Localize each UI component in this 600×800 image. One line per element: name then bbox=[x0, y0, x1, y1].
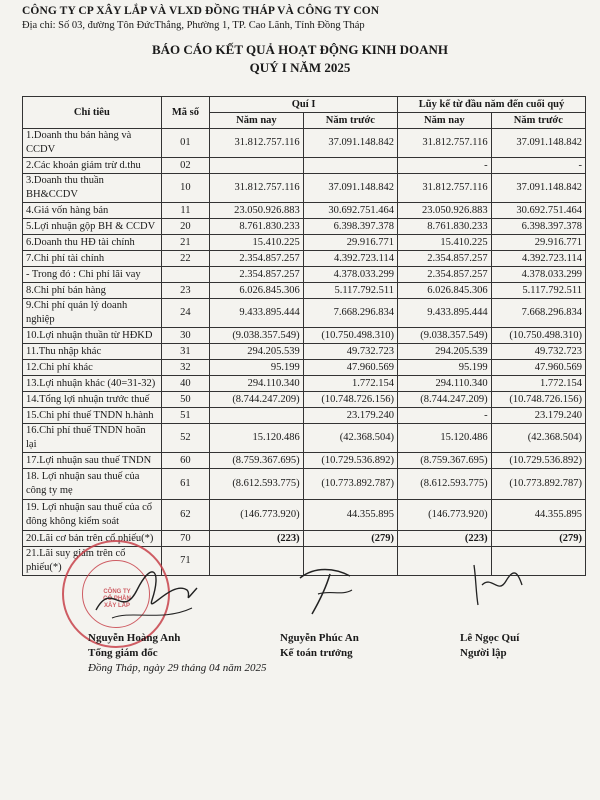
row-value: (10.729.536.892) bbox=[491, 453, 585, 469]
row-value: (146.773.920) bbox=[398, 500, 492, 531]
row-label: 2.Các khoản giảm trừ d.thu bbox=[23, 158, 162, 174]
ceo-role: Tổng giám đốc bbox=[88, 647, 158, 659]
row-code: 30 bbox=[161, 328, 209, 344]
row-value: 31.812.757.116 bbox=[398, 129, 492, 158]
row-value: 2.354.857.257 bbox=[210, 267, 304, 283]
row-value: (223) bbox=[210, 531, 304, 547]
row-label: 16.Chi phí thuế TNDN hoãn lại bbox=[23, 424, 162, 453]
accountant-name: Nguyễn Phúc An bbox=[280, 632, 359, 644]
row-code: 70 bbox=[161, 531, 209, 547]
row-value: 23.050.926.883 bbox=[210, 203, 304, 219]
row-value: 294.205.539 bbox=[398, 344, 492, 360]
row-label: 21.Lãi suy giảm trên cổ phiếu(*) bbox=[23, 547, 162, 576]
row-value: 4.392.723.114 bbox=[303, 251, 397, 267]
table-row bbox=[23, 376, 586, 392]
row-code: 20 bbox=[161, 219, 209, 235]
row-code: 24 bbox=[161, 299, 209, 328]
row-value: (10.750.498.310) bbox=[303, 328, 397, 344]
row-value: 30.692.751.464 bbox=[303, 203, 397, 219]
row-value: 6.026.845.306 bbox=[398, 283, 492, 299]
row-code: 31 bbox=[161, 344, 209, 360]
row-value: (10.773.892.787) bbox=[303, 469, 397, 500]
row-label: 5.Lợi nhuận gộp BH & CCDV bbox=[23, 219, 162, 235]
row-code: 10 bbox=[161, 174, 209, 203]
row-value: 47.960.569 bbox=[303, 360, 397, 376]
row-value: 31.812.757.116 bbox=[210, 174, 304, 203]
row-value: - bbox=[491, 158, 585, 174]
row-value: 2.354.857.257 bbox=[398, 267, 492, 283]
row-value: 23.179.240 bbox=[303, 408, 397, 424]
table-row bbox=[23, 219, 586, 235]
row-value: 2.354.857.257 bbox=[210, 251, 304, 267]
row-value: 49.732.723 bbox=[491, 344, 585, 360]
ceo-name: Nguyễn Hoàng Anh bbox=[88, 632, 181, 644]
report-period: QUÝ I NĂM 2025 bbox=[249, 60, 351, 75]
row-label: 15.Chi phí thuế TNDN h.hành bbox=[23, 408, 162, 424]
row-code: 62 bbox=[161, 500, 209, 531]
row-value: (10.748.726.156) bbox=[303, 392, 397, 408]
row-value: 15.120.486 bbox=[398, 424, 492, 453]
row-value: (10.729.536.892) bbox=[303, 453, 397, 469]
row-value: 8.761.830.233 bbox=[398, 219, 492, 235]
row-value: 44.355.895 bbox=[303, 500, 397, 531]
row-value: 29.916.771 bbox=[491, 235, 585, 251]
table-row bbox=[23, 328, 586, 344]
row-value: 294.110.340 bbox=[398, 376, 492, 392]
row-value: 6.398.397.378 bbox=[303, 219, 397, 235]
row-value: 7.668.296.834 bbox=[491, 299, 585, 328]
row-label: 13.Lợi nhuận khác (40=31-32) bbox=[23, 376, 162, 392]
row-value: 23.050.926.883 bbox=[398, 203, 492, 219]
row-value: 31.812.757.116 bbox=[398, 174, 492, 203]
row-label: 10.Lợi nhuận thuần từ HĐKD bbox=[23, 328, 162, 344]
row-value: 95.199 bbox=[398, 360, 492, 376]
header-q-last-year: Năm trước bbox=[303, 113, 397, 129]
row-value: (8.744.247.209) bbox=[210, 392, 304, 408]
row-value: 5.117.792.511 bbox=[491, 283, 585, 299]
table-row bbox=[23, 344, 586, 360]
row-value: 15.410.225 bbox=[210, 235, 304, 251]
row-value: 8.761.830.233 bbox=[210, 219, 304, 235]
row-label: 3.Doanh thu thuần BH&CCDV bbox=[23, 174, 162, 203]
row-code: 22 bbox=[161, 251, 209, 267]
header-code: Mã số bbox=[161, 97, 209, 129]
table-row bbox=[23, 500, 586, 531]
row-code: 40 bbox=[161, 376, 209, 392]
row-label: 1.Doanh thu bán hàng và CCDV bbox=[23, 129, 162, 158]
row-value: 37.091.148.842 bbox=[303, 174, 397, 203]
row-value: (10.750.498.310) bbox=[491, 328, 585, 344]
table-row bbox=[23, 174, 586, 203]
row-value: 15.410.225 bbox=[398, 235, 492, 251]
row-label: 6.Doanh thu HĐ tài chính bbox=[23, 235, 162, 251]
row-value bbox=[210, 158, 304, 174]
row-value: 5.117.792.511 bbox=[303, 283, 397, 299]
row-value: 9.433.895.444 bbox=[398, 299, 492, 328]
row-value: (9.038.357.549) bbox=[398, 328, 492, 344]
row-value: 6.398.397.378 bbox=[491, 219, 585, 235]
row-value: 1.772.154 bbox=[303, 376, 397, 392]
table-row bbox=[23, 267, 586, 283]
row-value: 37.091.148.842 bbox=[491, 174, 585, 203]
row-label: 20.Lãi cơ bản trên cổ phiếu(*) bbox=[23, 531, 162, 547]
table-row bbox=[23, 408, 586, 424]
preparer-role: Người lập bbox=[460, 647, 507, 659]
row-value: (223) bbox=[398, 531, 492, 547]
table-row bbox=[23, 469, 586, 500]
row-value: 47.960.569 bbox=[491, 360, 585, 376]
row-value: 4.378.033.299 bbox=[303, 267, 397, 283]
row-value bbox=[303, 158, 397, 174]
row-value: 37.091.148.842 bbox=[491, 129, 585, 158]
row-value: 7.668.296.834 bbox=[303, 299, 397, 328]
row-label: 19. Lợi nhuận sau thuế của cổ đông không kiểm soát bbox=[23, 500, 162, 531]
row-value: 9.433.895.444 bbox=[210, 299, 304, 328]
row-code: 23 bbox=[161, 283, 209, 299]
row-value: (8.612.593.775) bbox=[210, 469, 304, 500]
income-statement-table bbox=[22, 96, 586, 576]
row-value: 29.916.771 bbox=[303, 235, 397, 251]
row-label: - Trong đó : Chi phí lãi vay bbox=[23, 267, 162, 283]
row-value: - bbox=[398, 408, 492, 424]
row-label: 4.Giá vốn hàng bán bbox=[23, 203, 162, 219]
row-value bbox=[210, 408, 304, 424]
preparer-name: Lê Ngọc Quí bbox=[460, 632, 520, 644]
row-label: 18. Lợi nhuận sau thuế của công ty mẹ bbox=[23, 469, 162, 500]
row-code bbox=[161, 267, 209, 283]
row-value: (42.368.504) bbox=[491, 424, 585, 453]
table-row bbox=[23, 424, 586, 453]
row-code: 01 bbox=[161, 129, 209, 158]
seal-lettering: CÔNG TY CỔ PHẦN XÂY LẮP bbox=[103, 589, 131, 609]
table-row bbox=[23, 360, 586, 376]
preparer-signature bbox=[462, 555, 532, 615]
table-row bbox=[23, 129, 586, 158]
header-indicator: Chỉ tiêu bbox=[23, 97, 162, 129]
row-code: 21 bbox=[161, 235, 209, 251]
company-name: CÔNG TY CP XÂY LẮP VÀ VLXD ĐỒNG THÁP VÀ CÔNG TY CON bbox=[22, 5, 380, 17]
row-code: 11 bbox=[161, 203, 209, 219]
row-code: 71 bbox=[161, 547, 209, 576]
row-value: (8.759.367.695) bbox=[210, 453, 304, 469]
table-row bbox=[23, 251, 586, 267]
row-value: 6.026.845.306 bbox=[210, 283, 304, 299]
row-label: 11.Thu nhập khác bbox=[23, 344, 162, 360]
row-label: 17.Lợi nhuận sau thuế TNDN bbox=[23, 453, 162, 469]
row-code: 51 bbox=[161, 408, 209, 424]
header-q-this-year: Năm nay bbox=[210, 113, 304, 129]
row-value: 4.392.723.114 bbox=[491, 251, 585, 267]
row-value: (8.744.247.209) bbox=[398, 392, 492, 408]
row-value: (8.759.367.695) bbox=[398, 453, 492, 469]
accountant-signature bbox=[290, 560, 370, 620]
date-line: Đồng Tháp, ngày 29 tháng 04 năm 2025 bbox=[88, 662, 267, 674]
row-value: 4.378.033.299 bbox=[491, 267, 585, 283]
table-row bbox=[23, 203, 586, 219]
row-value: (9.038.357.549) bbox=[210, 328, 304, 344]
row-value: 30.692.751.464 bbox=[491, 203, 585, 219]
row-value: 15.120.486 bbox=[210, 424, 304, 453]
table-row bbox=[23, 453, 586, 469]
header-ytd-this-year: Năm nay bbox=[398, 113, 492, 129]
row-value: (8.612.593.775) bbox=[398, 469, 492, 500]
row-code: 60 bbox=[161, 453, 209, 469]
row-value: (42.368.504) bbox=[303, 424, 397, 453]
row-value: - bbox=[398, 158, 492, 174]
table-row bbox=[23, 235, 586, 251]
row-code: 50 bbox=[161, 392, 209, 408]
row-label: 12.Chi phí khác bbox=[23, 360, 162, 376]
row-label: 9.Chi phí quản lý doanh nghiệp bbox=[23, 299, 162, 328]
row-value: 294.205.539 bbox=[210, 344, 304, 360]
row-value: 23.179.240 bbox=[491, 408, 585, 424]
row-value: 44.355.895 bbox=[491, 500, 585, 531]
report-title: BÁO CÁO KẾT QUẢ HOẠT ĐỘNG KINH DOANH bbox=[151, 42, 449, 57]
table-row bbox=[23, 158, 586, 174]
header-ytd: Lũy kế từ đầu năm đến cuối quý bbox=[398, 97, 586, 113]
header-ytd-last-year: Năm trước bbox=[491, 113, 585, 129]
header-quarter: Quí I bbox=[210, 97, 398, 113]
row-value: (10.748.726.156) bbox=[491, 392, 585, 408]
row-value: (279) bbox=[491, 531, 585, 547]
row-code: 32 bbox=[161, 360, 209, 376]
row-value: (10.773.892.787) bbox=[491, 469, 585, 500]
accountant-role: Kế toán trưởng bbox=[280, 647, 353, 659]
table-header-row bbox=[23, 97, 586, 113]
table-row bbox=[23, 392, 586, 408]
row-value: 2.354.857.257 bbox=[398, 251, 492, 267]
row-value: 37.091.148.842 bbox=[303, 129, 397, 158]
row-code: 61 bbox=[161, 469, 209, 500]
table-row bbox=[23, 283, 586, 299]
row-value: 49.732.723 bbox=[303, 344, 397, 360]
ceo-signature bbox=[92, 560, 202, 630]
row-label: 14.Tổng lợi nhuận trước thuế bbox=[23, 392, 162, 408]
row-value: 294.110.340 bbox=[210, 376, 304, 392]
row-code: 02 bbox=[161, 158, 209, 174]
row-label: 8.Chi phí bán hàng bbox=[23, 283, 162, 299]
company-address: Địa chỉ: Số 03, đường Tôn ĐứcThắng, Phường 1, TP. Cao Lãnh, Tỉnh Đồng Tháp bbox=[22, 20, 365, 31]
row-code: 52 bbox=[161, 424, 209, 453]
row-value: 1.772.154 bbox=[491, 376, 585, 392]
row-value: 95.199 bbox=[210, 360, 304, 376]
table-row bbox=[23, 299, 586, 328]
row-label: 7.Chi phí tài chính bbox=[23, 251, 162, 267]
row-value: (146.773.920) bbox=[210, 500, 304, 531]
row-value: 31.812.757.116 bbox=[210, 129, 304, 158]
row-value: (279) bbox=[303, 531, 397, 547]
